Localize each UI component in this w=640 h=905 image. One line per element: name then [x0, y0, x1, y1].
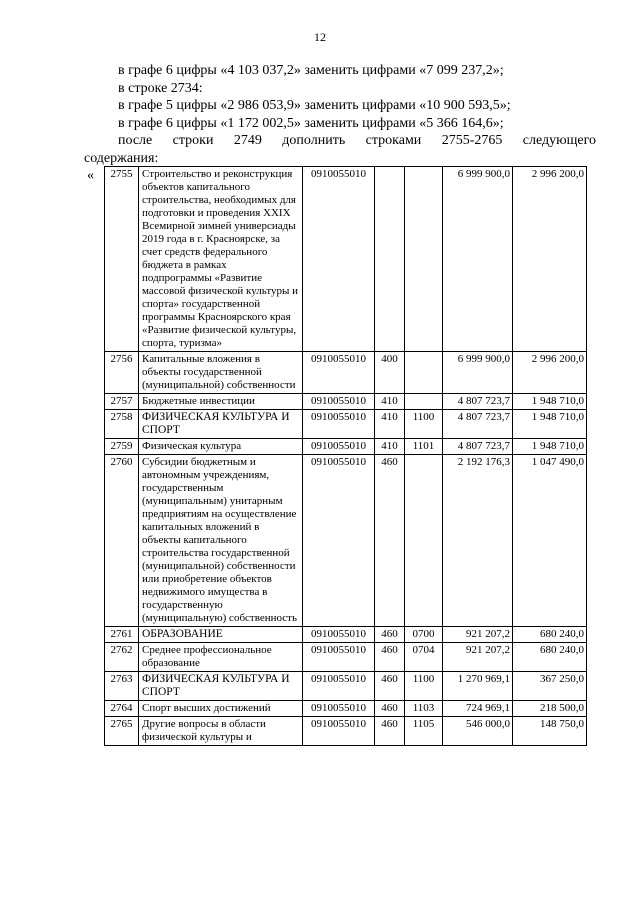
row-expense-type: 410 — [375, 410, 405, 439]
row-expense-type: 410 — [375, 394, 405, 410]
row-section: 1101 — [405, 439, 443, 455]
row-amount-col6: 680 240,0 — [513, 627, 587, 643]
row-number: 2762 — [105, 643, 139, 672]
row-amount-col6: 1 948 710,0 — [513, 410, 587, 439]
row-number: 2755 — [105, 167, 139, 352]
row-amount-col6: 1 948 710,0 — [513, 394, 587, 410]
row-amount-col5: 4 807 723,7 — [443, 439, 513, 455]
row-name: Субсидии бюджетным и автономным учреждениям, государственным (муниципальным) унитарным предприятиям на осуществление капитальных вложений в объекты капитального строительства государственной (муниципальной) собственности или приобретение объектов недвижимого имущества в государственную (муниципальную) собственность — [139, 455, 303, 627]
row-expense-type: 460 — [375, 643, 405, 672]
table-row — [105, 455, 587, 627]
row-amount-col6: 2 996 200,0 — [513, 352, 587, 394]
row-number: 2756 — [105, 352, 139, 394]
row-number: 2761 — [105, 627, 139, 643]
row-amount-col6: 148 750,0 — [513, 717, 587, 746]
row-section — [405, 455, 443, 627]
row-code: 0910055010 — [303, 701, 375, 717]
row-amount-col5: 6 999 900,0 — [443, 352, 513, 394]
row-expense-type: 400 — [375, 352, 405, 394]
row-amount-col5: 4 807 723,7 — [443, 410, 513, 439]
row-number: 2760 — [105, 455, 139, 627]
row-code: 0910055010 — [303, 352, 375, 394]
row-section: 1103 — [405, 701, 443, 717]
row-amount-col6: 680 240,0 — [513, 643, 587, 672]
row-code: 0910055010 — [303, 717, 375, 746]
row-expense-type — [375, 167, 405, 352]
row-amount-col5: 6 999 900,0 — [443, 167, 513, 352]
intro-line: после строки 2749 дополнить строками 2755-2765 следующего — [118, 133, 596, 148]
row-name: Другие вопросы в области физической культуры и — [139, 717, 303, 746]
row-number: 2765 — [105, 717, 139, 746]
table-row — [105, 701, 587, 717]
row-amount-col5: 921 207,2 — [443, 627, 513, 643]
row-amount-col6: 1 948 710,0 — [513, 439, 587, 455]
row-number: 2758 — [105, 410, 139, 439]
intro-text — [84, 62, 596, 167]
row-number: 2757 — [105, 394, 139, 410]
row-code: 0910055010 — [303, 672, 375, 701]
row-section: 1105 — [405, 717, 443, 746]
row-amount-col5: 4 807 723,7 — [443, 394, 513, 410]
row-amount-col6: 218 500,0 — [513, 701, 587, 717]
row-section — [405, 167, 443, 352]
row-amount-col5: 546 000,0 — [443, 717, 513, 746]
table-row — [105, 167, 587, 352]
opening-quote: « — [87, 168, 94, 183]
row-amount-col5: 1 270 969,1 — [443, 672, 513, 701]
row-code: 0910055010 — [303, 643, 375, 672]
table-row — [105, 627, 587, 643]
row-name: Физическая культура — [139, 439, 303, 455]
row-name: ФИЗИЧЕСКАЯ КУЛЬТУРА И СПОРТ — [139, 672, 303, 701]
row-code: 0910055010 — [303, 439, 375, 455]
row-expense-type: 410 — [375, 439, 405, 455]
table-row — [105, 394, 587, 410]
table-row — [105, 352, 587, 394]
row-name: Среднее профессиональное образование — [139, 643, 303, 672]
row-expense-type: 460 — [375, 627, 405, 643]
row-expense-type: 460 — [375, 455, 405, 627]
row-name: Бюджетные инвестиции — [139, 394, 303, 410]
row-section — [405, 394, 443, 410]
row-section — [405, 352, 443, 394]
row-name: Спорт высших достижений — [139, 701, 303, 717]
row-amount-col6: 1 047 490,0 — [513, 455, 587, 627]
intro-line: в строке 2734: — [118, 80, 203, 96]
row-amount-col5: 2 192 176,3 — [443, 455, 513, 627]
budget-table — [104, 166, 587, 746]
row-code: 0910055010 — [303, 394, 375, 410]
row-expense-type: 460 — [375, 717, 405, 746]
page-number: 12 — [314, 30, 326, 44]
row-amount-col6: 367 250,0 — [513, 672, 587, 701]
table-row — [105, 643, 587, 672]
intro-line: в графе 5 цифры «2 986 053,9» заменить цифрами «10 900 593,5»; — [118, 98, 511, 113]
row-number: 2759 — [105, 439, 139, 455]
row-amount-col6: 2 996 200,0 — [513, 167, 587, 352]
row-section: 1100 — [405, 672, 443, 701]
row-number: 2763 — [105, 672, 139, 701]
row-expense-type: 460 — [375, 672, 405, 701]
intro-line: в графе 6 цифры «4 103 037,2» заменить цифрами «7 099 237,2»; — [118, 63, 504, 78]
row-section: 0700 — [405, 627, 443, 643]
row-name: ФИЗИЧЕСКАЯ КУЛЬТУРА И СПОРТ — [139, 410, 303, 439]
row-code: 0910055010 — [303, 167, 375, 352]
row-amount-col5: 921 207,2 — [443, 643, 513, 672]
table-row — [105, 439, 587, 455]
row-name: Строительство и реконструкция объектов капитального строительства, необходимых для подготовки и проведения XXIX Всемирной зимней универсиады 2019 года в г. Красноярске, за счет средств федерального бюджета в рамках подпрограммы «Развитие массовой физической культуры и спорта» государственной программы Красноярского края «Развитие физической культуры, спорта, туризма» — [139, 167, 303, 352]
row-name: ОБРАЗОВАНИЕ — [139, 627, 303, 643]
row-number: 2764 — [105, 701, 139, 717]
intro-line: содержания: — [84, 150, 159, 166]
row-amount-col5: 724 969,1 — [443, 701, 513, 717]
table-row — [105, 717, 587, 746]
row-code: 0910055010 — [303, 455, 375, 627]
row-section: 0704 — [405, 643, 443, 672]
table-row — [105, 410, 587, 439]
row-code: 0910055010 — [303, 410, 375, 439]
table-row — [105, 672, 587, 701]
row-expense-type: 460 — [375, 701, 405, 717]
row-name: Капитальные вложения в объекты государственной (муниципальной) собственности — [139, 352, 303, 394]
intro-line: в графе 6 цифры «1 172 002,5» заменить цифрами «5 366 164,6»; — [118, 115, 504, 131]
row-section: 1100 — [405, 410, 443, 439]
row-code: 0910055010 — [303, 627, 375, 643]
